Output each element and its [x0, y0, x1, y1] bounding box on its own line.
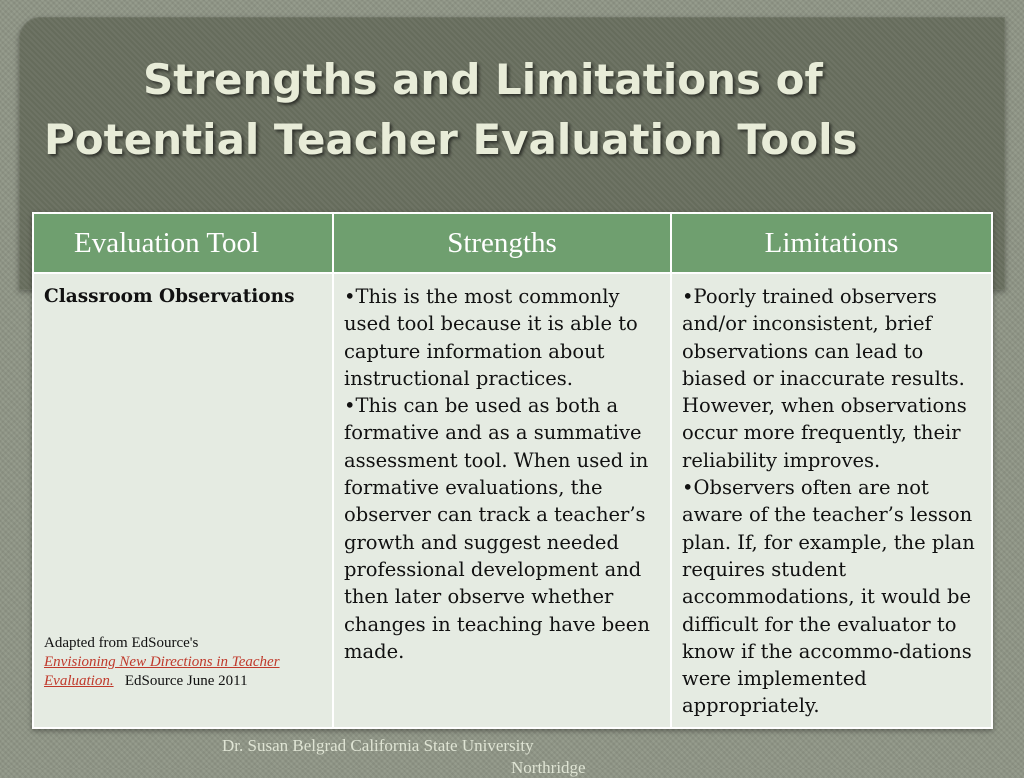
evaluation-tools-table [32, 212, 993, 729]
limitation-bullet-2: •Observers often are not aware of the teacher’s lesson plan. If, for example, the plan requires student accommodations, it would be difficult for the evaluator to know if the accommo-dations were implemented appropriately. [682, 476, 975, 718]
header-evaluation-tool: Evaluation Tool [33, 213, 333, 273]
table-header-row [33, 213, 992, 273]
slide-footer [222, 736, 586, 777]
header-strengths: Strengths [333, 213, 671, 273]
strengths-cell [333, 273, 671, 728]
tool-cell [33, 273, 333, 728]
footer-line-2: Northridge [511, 758, 586, 777]
source-suffix: EdSource June 2011 [124, 673, 248, 689]
footer-line-1: Dr. Susan Belgrad California State University [222, 736, 534, 755]
tool-name: Classroom Observations [44, 286, 295, 307]
strength-bullet-2: •This can be used as both a formative and as a summative assessment tool. When used in formative evaluations, the observer can track a teacher’s growth and suggest needed professional development and then later observe whether changes in teaching have been made. [344, 394, 650, 663]
limitation-bullet-1: •Poorly trained observers and/or inconsistent, brief observations can lead to biased or inaccurate results. However, when observations occur more frequently, their reliability improves. [682, 285, 967, 472]
slide-title-line-1: Strengths and Limitations of [143, 55, 823, 104]
strength-bullet-1: •This is the most commonly used tool because it is able to capture information about instructional practices. [344, 285, 638, 390]
limitations-cell [671, 273, 992, 728]
table-row [33, 273, 992, 728]
slide-title-line-2: Potential Teacher Evaluation Tools [44, 115, 858, 164]
source-prefix: Adapted from EdSource's [44, 635, 199, 651]
source-citation [44, 634, 326, 691]
source-link[interactable]: Envisioning New Directions in Teacher Evaluation. [44, 654, 280, 689]
header-limitations: Limitations [671, 213, 992, 273]
slide-title [40, 50, 980, 170]
